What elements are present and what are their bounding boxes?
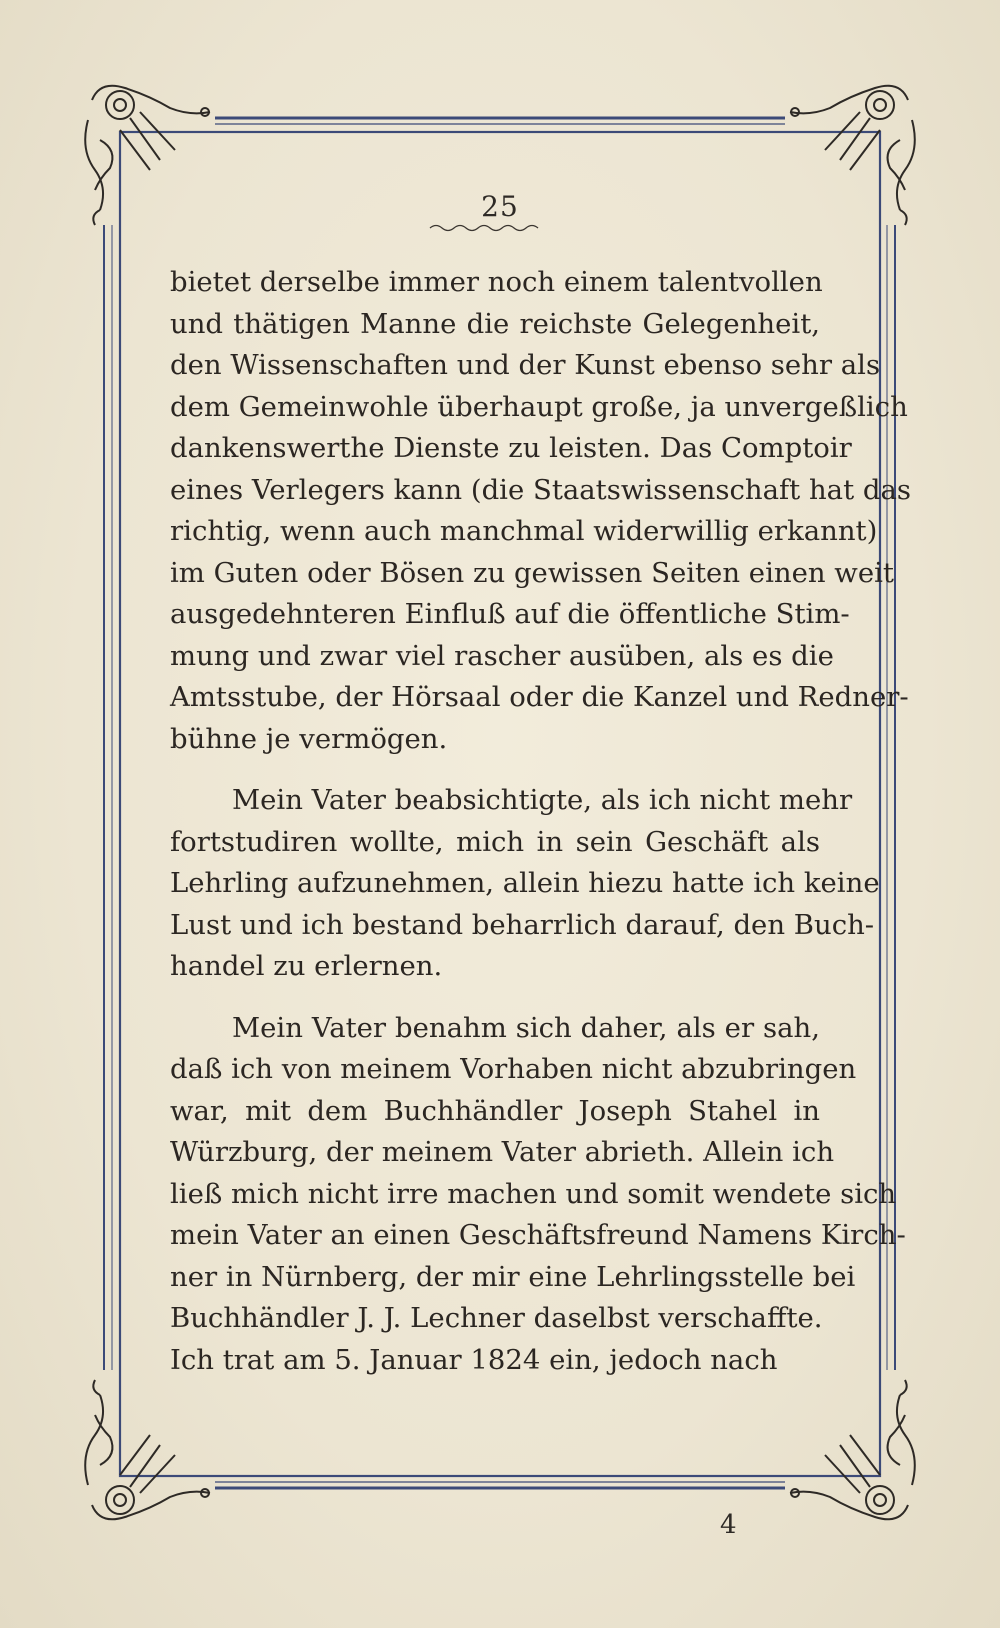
text-line: handel zu erlernen. [170, 950, 443, 982]
text-line: und thätigen Manne die reichste Gelegenheit, [170, 307, 820, 340]
paragraph [170, 780, 880, 988]
text-line: ausgedehnteren Einfluß auf die öffentliche Stim- [170, 598, 850, 630]
paragraph [170, 1008, 906, 1382]
text-line: den Wissenschaften und der Kunst ebenso sehr als [170, 349, 881, 381]
text-line: war, mit dem Buchhändler Joseph Stahel in [170, 1094, 820, 1127]
text-line: fortstudiren wollte, mich in sein Geschäft als [170, 825, 820, 858]
text-line: mein Vater an einen Geschäftsfreund Namens Kirch- [170, 1219, 906, 1251]
paragraph [170, 262, 911, 760]
text-line: ließ mich nicht irre machen und somit wendete sich [170, 1177, 897, 1210]
text-line: Würzburg, der meinem Vater abrieth. Allein ich [170, 1136, 835, 1168]
text-line: im Guten oder Bösen zu gewissen Seiten einen weit [170, 556, 894, 589]
text-line: dem Gemeinwohle überhaupt große, ja unvergeßlich [170, 390, 908, 423]
text-line: mung und zwar viel rascher ausüben, als es die [170, 639, 834, 672]
text-line: bietet derselbe immer noch einem talentvollen [170, 266, 823, 298]
text-line: ner in Nürnberg, der mir eine Lehrlingsstelle bei [170, 1260, 856, 1293]
text-line: Amtsstube, der Hörsaal oder die Kanzel und Redner- [170, 681, 909, 713]
body-text [170, 262, 911, 1401]
text-line: daß ich von meinem Vorhaben nicht abzubringen [170, 1053, 857, 1085]
text-line: Mein Vater beabsichtigte, als ich nicht mehr [232, 784, 853, 816]
text-line: bühne je vermögen. [170, 722, 448, 755]
text-line: Lehrling aufzunehmen, allein hiezu hatte ich keine [170, 867, 880, 899]
text-line: Buchhändler J. J. Lechner daselbst verschaffte. [170, 1302, 823, 1334]
text-line: Ich trat am 5. Januar 1824 ein, jedoch nach [170, 1343, 778, 1376]
text-line: richtig, wenn auch manchmal widerwillig erkannt) [170, 515, 878, 547]
text-line: Mein Vater benahm sich daher, als er sah, [232, 1011, 820, 1044]
signature-mark: 4 [720, 1510, 737, 1540]
text-line: dankenswerthe Dienste zu leisten. Das Comptoir [170, 432, 852, 464]
text-line: eines Verlegers kann (die Staatswissenschaft hat das [170, 473, 911, 506]
page-number-flourish [430, 226, 538, 231]
page-number: 25 [481, 190, 519, 223]
text-line: Lust und ich bestand beharrlich darauf, den Buch- [170, 908, 875, 941]
